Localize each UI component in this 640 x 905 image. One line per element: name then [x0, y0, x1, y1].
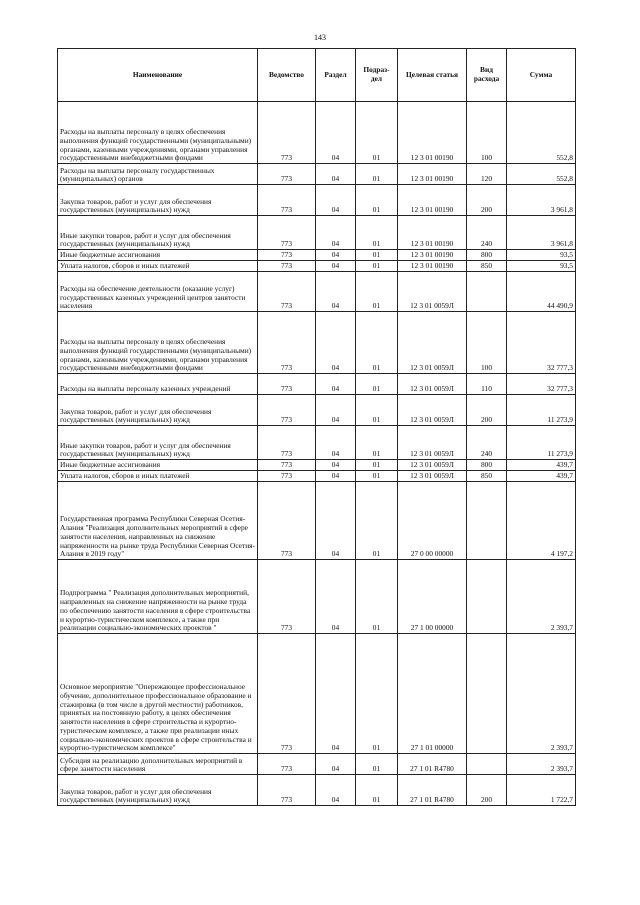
row-razdel: 04	[316, 102, 356, 164]
header-podrazdel: Подраз-дел	[356, 49, 398, 102]
row-target-article: 12 3 01 0059Л	[398, 471, 467, 482]
row-target-article: 12 3 01 0059Л	[398, 460, 467, 471]
row-target-article: 12 3 01 00190	[398, 164, 467, 185]
table-row	[58, 460, 576, 471]
row-sum: 3 961,8	[507, 216, 576, 250]
row-podrazdel: 01	[356, 272, 398, 312]
row-podrazdel: 01	[356, 261, 398, 272]
row-sum: 32 777,3	[507, 312, 576, 374]
row-sum: 1 722,7	[507, 775, 576, 806]
row-vedomstvo: 773	[258, 775, 316, 806]
row-expense-type: 200	[467, 775, 507, 806]
row-vedomstvo: 773	[258, 312, 316, 374]
row-vedomstvo: 773	[258, 560, 316, 634]
row-sum: 4 197,2	[507, 482, 576, 560]
row-razdel: 04	[316, 471, 356, 482]
row-razdel: 04	[316, 272, 356, 312]
row-target-article: 27 1 01 R4780	[398, 754, 467, 775]
row-target-article: 12 3 01 0059Л	[398, 272, 467, 312]
row-target-article: 27 1 01 R4780	[398, 775, 467, 806]
table-row	[58, 312, 576, 374]
row-podrazdel: 01	[356, 164, 398, 185]
row-podrazdel: 01	[356, 775, 398, 806]
row-podrazdel: 01	[356, 216, 398, 250]
row-target-article: 12 3 01 00190	[398, 250, 467, 261]
row-expense-type: 100	[467, 102, 507, 164]
row-vedomstvo: 773	[258, 250, 316, 261]
row-sum: 439,7	[507, 471, 576, 482]
row-expense-type: 200	[467, 395, 507, 426]
row-target-article: 27 1 01 00000	[398, 634, 467, 754]
table-row	[58, 261, 576, 272]
row-sum: 2 393,7	[507, 634, 576, 754]
row-expense-type	[467, 634, 507, 754]
row-sum: 3 961,8	[507, 185, 576, 216]
row-sum: 2 393,7	[507, 560, 576, 634]
row-podrazdel: 01	[356, 395, 398, 426]
row-podrazdel: 01	[356, 471, 398, 482]
row-podrazdel: 01	[356, 102, 398, 164]
row-target-article: 12 3 01 0059Л	[398, 426, 467, 460]
row-vedomstvo: 773	[258, 261, 316, 272]
table-row	[58, 395, 576, 426]
row-podrazdel: 01	[356, 374, 398, 395]
header-vedomstvo: Ведомство	[258, 49, 316, 102]
row-expense-type: 110	[467, 374, 507, 395]
row-podrazdel: 01	[356, 185, 398, 216]
row-vedomstvo: 773	[258, 426, 316, 460]
row-vedomstvo: 773	[258, 102, 316, 164]
table-row	[58, 775, 576, 806]
row-name: Уплата налогов, сборов и иных платежей	[58, 261, 258, 272]
row-target-article: 12 3 01 00190	[398, 102, 467, 164]
table-row	[58, 374, 576, 395]
row-name: Расходы на выплаты персоналу в целях обеспечения выполнения функций государственными (муниципальными) органами, казенными учреждениями, органами управления государственными внебюджетными фондами	[58, 102, 258, 164]
header-target-article: Целевая статья	[398, 49, 467, 102]
row-expense-type: 850	[467, 261, 507, 272]
row-name: Иные закупки товаров, работ и услуг для обеспечения государственных (муниципальных) нужд	[58, 216, 258, 250]
row-razdel: 04	[316, 250, 356, 261]
row-vedomstvo: 773	[258, 272, 316, 312]
row-sum: 44 490,9	[507, 272, 576, 312]
row-name: Субсидия на реализацию дополнительных мероприятий в сфере занятости населения	[58, 754, 258, 775]
row-name: Основное мероприятие "Опережающее профессиональное обучение, дополнительное профессиональное образование и стажировка (в том числе в другой местности) работников, принятых на постоянную работу, в целях обеспечения занятости населения в сфере строительства и курортно-туристическом комплексе, а также при реализации иных социально-экономических проектов в сфере строительства и курортно-туристическом комплексе"	[58, 634, 258, 754]
table-row	[58, 185, 576, 216]
row-razdel: 04	[316, 185, 356, 216]
row-razdel: 04	[316, 312, 356, 374]
row-vedomstvo: 773	[258, 754, 316, 775]
row-podrazdel: 01	[356, 426, 398, 460]
row-name: Расходы на выплаты персоналу государственных (муниципальных) органов	[58, 164, 258, 185]
row-name: Иные бюджетные ассигнования	[58, 460, 258, 471]
row-podrazdel: 01	[356, 460, 398, 471]
row-vedomstvo: 773	[258, 164, 316, 185]
row-vedomstvo: 773	[258, 185, 316, 216]
row-razdel: 04	[316, 164, 356, 185]
page-number: 143	[314, 33, 326, 42]
table-row	[58, 634, 576, 754]
row-vedomstvo: 773	[258, 395, 316, 426]
row-sum: 439,7	[507, 460, 576, 471]
row-razdel: 04	[316, 261, 356, 272]
row-name: Уплата налогов, сборов и иных платежей	[58, 471, 258, 482]
table-row	[58, 164, 576, 185]
row-razdel: 04	[316, 560, 356, 634]
row-target-article: 12 3 01 0059Л	[398, 395, 467, 426]
row-podrazdel: 01	[356, 312, 398, 374]
table-row	[58, 754, 576, 775]
row-expense-type: 120	[467, 164, 507, 185]
budget-table	[57, 48, 576, 806]
row-sum: 552,8	[507, 102, 576, 164]
row-razdel: 04	[316, 216, 356, 250]
row-podrazdel: 01	[356, 634, 398, 754]
row-vedomstvo: 773	[258, 471, 316, 482]
row-expense-type: 850	[467, 471, 507, 482]
header-expense-type: Вид расхода	[467, 49, 507, 102]
row-podrazdel: 01	[356, 560, 398, 634]
row-name: Расходы на выплаты персоналу казенных учреждений	[58, 374, 258, 395]
row-razdel: 04	[316, 634, 356, 754]
row-expense-type: 800	[467, 460, 507, 471]
row-expense-type: 200	[467, 185, 507, 216]
table-header-row	[58, 49, 576, 102]
row-sum: 32 777,3	[507, 374, 576, 395]
row-name: Иные закупки товаров, работ и услуг для обеспечения государственных (муниципальных) нужд	[58, 426, 258, 460]
row-name: Закупка товаров, работ и услуг для обеспечения государственных (муниципальных) нужд	[58, 395, 258, 426]
row-sum: 2 393,7	[507, 754, 576, 775]
table-row	[58, 426, 576, 460]
header-sum: Сумма	[507, 49, 576, 102]
row-name: Иные бюджетные ассигнования	[58, 250, 258, 261]
row-expense-type	[467, 754, 507, 775]
row-target-article: 27 0 00 00000	[398, 482, 467, 560]
header-razdel: Раздел	[316, 49, 356, 102]
row-podrazdel: 01	[356, 754, 398, 775]
row-name: Государственная программа Республики Северная Осетия-Алания "Реализация дополнительных мероприятий в сфере занятости населения, направленных на снижение напряженности на рынке труда Республики Северная Осетия-Алания в 2019 году"	[58, 482, 258, 560]
row-razdel: 04	[316, 426, 356, 460]
row-razdel: 04	[316, 482, 356, 560]
row-razdel: 04	[316, 460, 356, 471]
row-name: Расходы на выплаты персоналу в целях обеспечения выполнения функций государственными (муниципальными) органами, казенными учреждениями, органами управления государственными внебюджетными фондами	[58, 312, 258, 374]
row-vedomstvo: 773	[258, 374, 316, 395]
row-expense-type	[467, 272, 507, 312]
row-sum: 11 273,9	[507, 426, 576, 460]
row-vedomstvo: 773	[258, 216, 316, 250]
row-vedomstvo: 773	[258, 482, 316, 560]
row-target-article: 12 3 01 00190	[398, 185, 467, 216]
row-expense-type: 240	[467, 426, 507, 460]
row-name: Закупка товаров, работ и услуг для обеспечения государственных (муниципальных) нужд	[58, 185, 258, 216]
table-row	[58, 482, 576, 560]
table-row	[58, 560, 576, 634]
row-target-article: 12 3 01 00190	[398, 261, 467, 272]
row-razdel: 04	[316, 754, 356, 775]
row-sum: 11 273,9	[507, 395, 576, 426]
header-name: Наименование	[58, 49, 258, 102]
table-row	[58, 216, 576, 250]
row-name: Расходы на обеспечение деятельности (оказание услуг) государственных казенных учреждений центров занятости населения	[58, 272, 258, 312]
row-expense-type: 100	[467, 312, 507, 374]
row-expense-type	[467, 482, 507, 560]
row-podrazdel: 01	[356, 250, 398, 261]
row-target-article: 12 3 01 0059Л	[398, 312, 467, 374]
table-row	[58, 471, 576, 482]
row-sum: 552,8	[507, 164, 576, 185]
row-podrazdel: 01	[356, 482, 398, 560]
row-expense-type	[467, 560, 507, 634]
row-expense-type: 800	[467, 250, 507, 261]
table-row	[58, 272, 576, 312]
row-target-article: 12 3 01 00190	[398, 216, 467, 250]
row-vedomstvo: 773	[258, 460, 316, 471]
row-target-article: 12 3 01 0059Л	[398, 374, 467, 395]
row-expense-type: 240	[467, 216, 507, 250]
row-razdel: 04	[316, 374, 356, 395]
row-sum: 93,5	[507, 250, 576, 261]
row-razdel: 04	[316, 395, 356, 426]
table-row	[58, 250, 576, 261]
row-sum: 93,5	[507, 261, 576, 272]
row-razdel: 04	[316, 775, 356, 806]
row-name: Подпрограмма " Реализация дополнительных мероприятий, направленных на снижение напряженности на рынке труда по обеспечению занятости населения в сфере строительства и курортно-туристическом комплексе, а также при реализации социально-экономических проектов "	[58, 560, 258, 634]
row-target-article: 27 1 00 00000	[398, 560, 467, 634]
row-vedomstvo: 773	[258, 634, 316, 754]
row-name: Закупка товаров, работ и услуг для обеспечения государственных (муниципальных) нужд	[58, 775, 258, 806]
table-row	[58, 102, 576, 164]
